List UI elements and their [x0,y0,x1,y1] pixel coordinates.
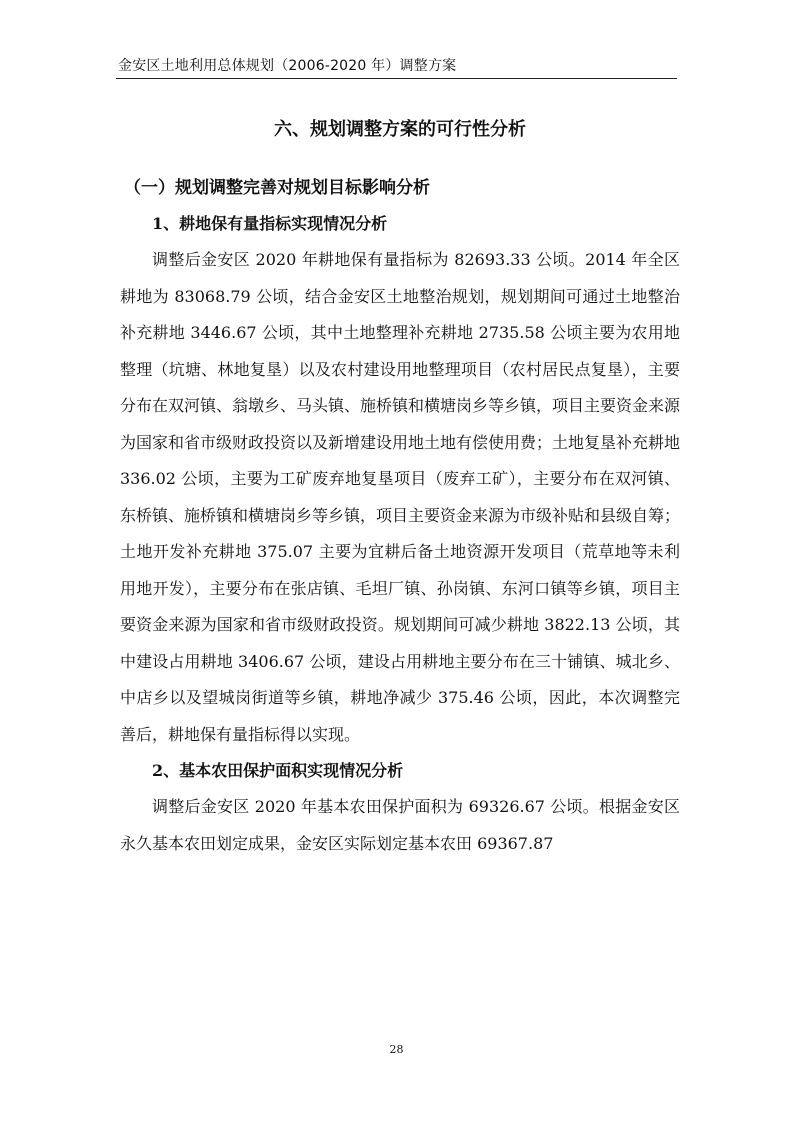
page-number: 28 [389,1043,404,1056]
section-title: （一）规划调整完善对规划目标影响分析 [124,178,430,198]
paragraph-cultivated-land: 调整后金安区 2020 年耕地保有量指标为 82693.33 公顷。2014 年全区耕地为 83068.79 公顷，结合金安区土地整治规划，规划期间可通过土地整治补充耕地 3446.67 公顷，其中土地整理补充耕地 2735.58 公顷主要为农用地整理（坑塘、林地复垦）以及农村建设用地整理项目（农村居民点复垦），主要分布在双河镇、翁墩乡、马头镇、施桥镇和横塘岗乡等乡镇，项目主要资金来源为国家和省市级财政投资以及新增建设用地土地有偿使用费；土地复垦补充耕地 336.02 公顷，主要为工矿废弃地复垦项目（废弃工矿），主要分布在双河镇、东桥镇、施桥镇和横塘岗乡等乡镇，项目主要资金来源为市级补贴和县级自筹；土地开发补充耕地 375.07 主要为宜耕后备土地资源开发项目（荒草地等未利用地开发），主要分布在张店镇、毛坦厂镇、孙岗镇、东河口镇等乡镇，项目主要资金来源为国家和省市级财政投资。规划期间可减少耕地 3822.13 公顷，其中建设占用耕地 3406.67 公顷，建设占用耕地主要分布在三十铺镇、城北乡、中店乡以及望城岗街道等乡镇，耕地净减少 375.46 公顷，因此，本次调整完善后，耕地保有量指标得以实现。 [120,250,681,744]
subsection-title-cultivated-land: 1、耕地保有量指标实现情况分析 [152,214,388,233]
subsection-title-basic-farmland: 2、基本农田保护面积实现情况分析 [152,761,404,780]
paragraph-basic-farmland: 调整后金安区 2020 年基本农田保护面积为 69326.67 公顷。根据金安区永久基本农田划定成果，金安区实际划定基本农田 69367.87 [120,797,680,853]
chapter-title: 六、规划调整方案的可行性分析 [274,119,526,140]
header-rule [116,78,677,79]
running-header: 金安区土地利用总体规划（2006-2020 年）调整方案 [118,58,457,74]
document-body [120,112,680,862]
